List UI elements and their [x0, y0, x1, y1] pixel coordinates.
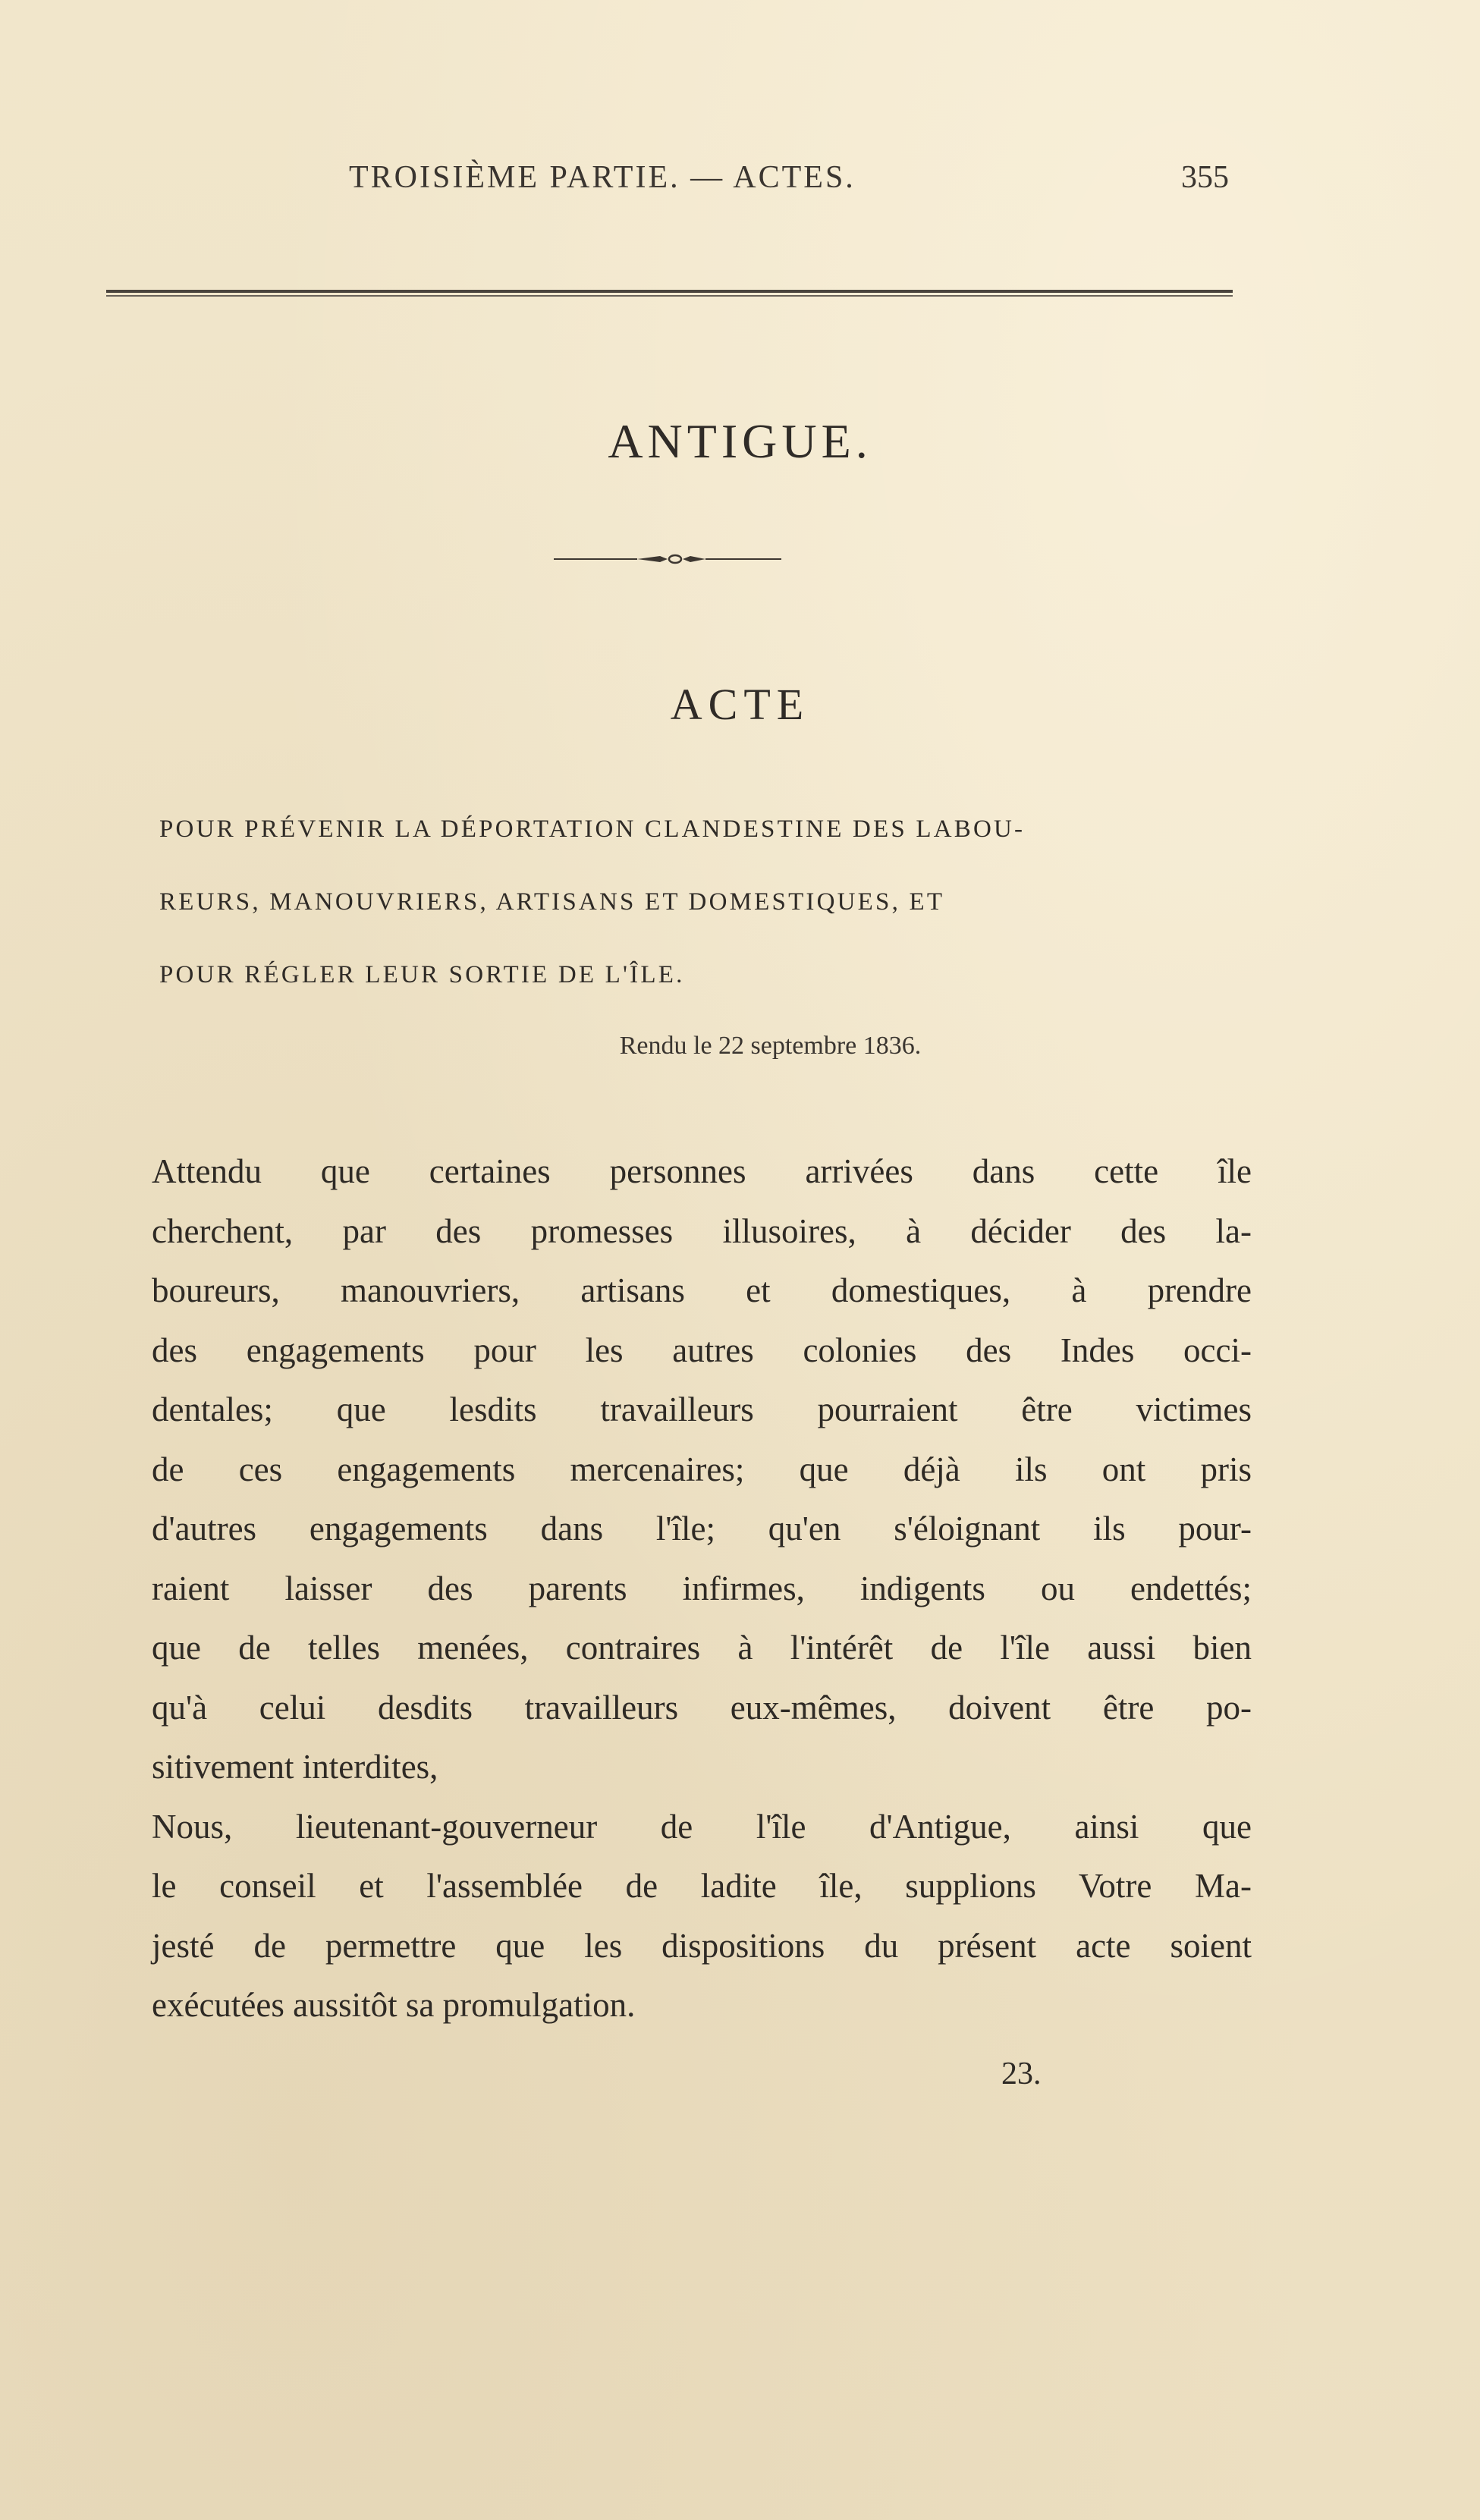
body-line: d'autres engagements dans l'île; qu'en s'éloignant ils pour-	[152, 1510, 1252, 1548]
act-subtitle	[159, 793, 1252, 1011]
body-line: exécutées aussitôt sa promulgation.	[152, 1986, 636, 2024]
running-title: TROISIÈME PARTIE. — ACTES.	[349, 160, 856, 195]
header-rule	[106, 290, 1233, 297]
act-subtitle-line: REURS, MANOUVRIERS, ARTISANS ET DOMESTIQUES, ET	[159, 888, 945, 916]
body-line: le conseil et l'assemblée de ladite île, supplions Votre Ma-	[152, 1867, 1252, 1905]
body-line: qu'à celui desdits travailleurs eux-mêmes, doivent être po-	[152, 1688, 1252, 1727]
body-line: des engagements pour les autres colonies des Indes occi-	[152, 1331, 1252, 1369]
body-line: Attendu que certaines personnes arrivées dans cette île	[152, 1152, 1252, 1190]
act-subtitle-line: POUR RÉGLER LEUR SORTIE DE L'ÎLE.	[159, 961, 685, 988]
body-line: sitivement interdites,	[152, 1748, 438, 1786]
body-line: de ces engagements mercenaires; que déjà ils ont pris	[152, 1450, 1252, 1488]
running-head	[349, 159, 1259, 205]
body-line: raient laisser des parents infirmes, indigents ou endettés;	[152, 1569, 1252, 1607]
body-line: boureurs, manouvriers, artisans et domestiques, à prendre	[152, 1271, 1252, 1309]
header-rule-thin	[106, 295, 1233, 297]
body-line: jesté de permettre que les dispositions du présent acte soient	[152, 1926, 1252, 1965]
body-text	[152, 1142, 1252, 2035]
header-rule-thick	[106, 290, 1233, 293]
body-line: cherchent, par des promesses illusoires, à décider des la-	[152, 1211, 1252, 1250]
act-subtitle-line: POUR PRÉVENIR LA DÉPORTATION CLANDESTINE DES LABOU-	[159, 815, 1026, 843]
page-number: 355	[1181, 160, 1229, 195]
act-title: ACTE	[670, 680, 810, 729]
signature-mark: 23.	[1001, 2057, 1042, 2091]
ornament-divider	[554, 550, 781, 568]
section-title: ANTIGUE.	[608, 414, 872, 468]
body-line: dentales; que lesdits travailleurs pourraient être victimes	[152, 1390, 1252, 1428]
body-line: Nous, lieutenant-gouverneur de l'île d'Antigue, ainsi que	[152, 1807, 1252, 1846]
act-date: Rendu le 22 septembre 1836.	[619, 1032, 922, 1060]
body-line: que de telles menées, contraires à l'intérêt de l'île aussi bien	[152, 1629, 1252, 1667]
